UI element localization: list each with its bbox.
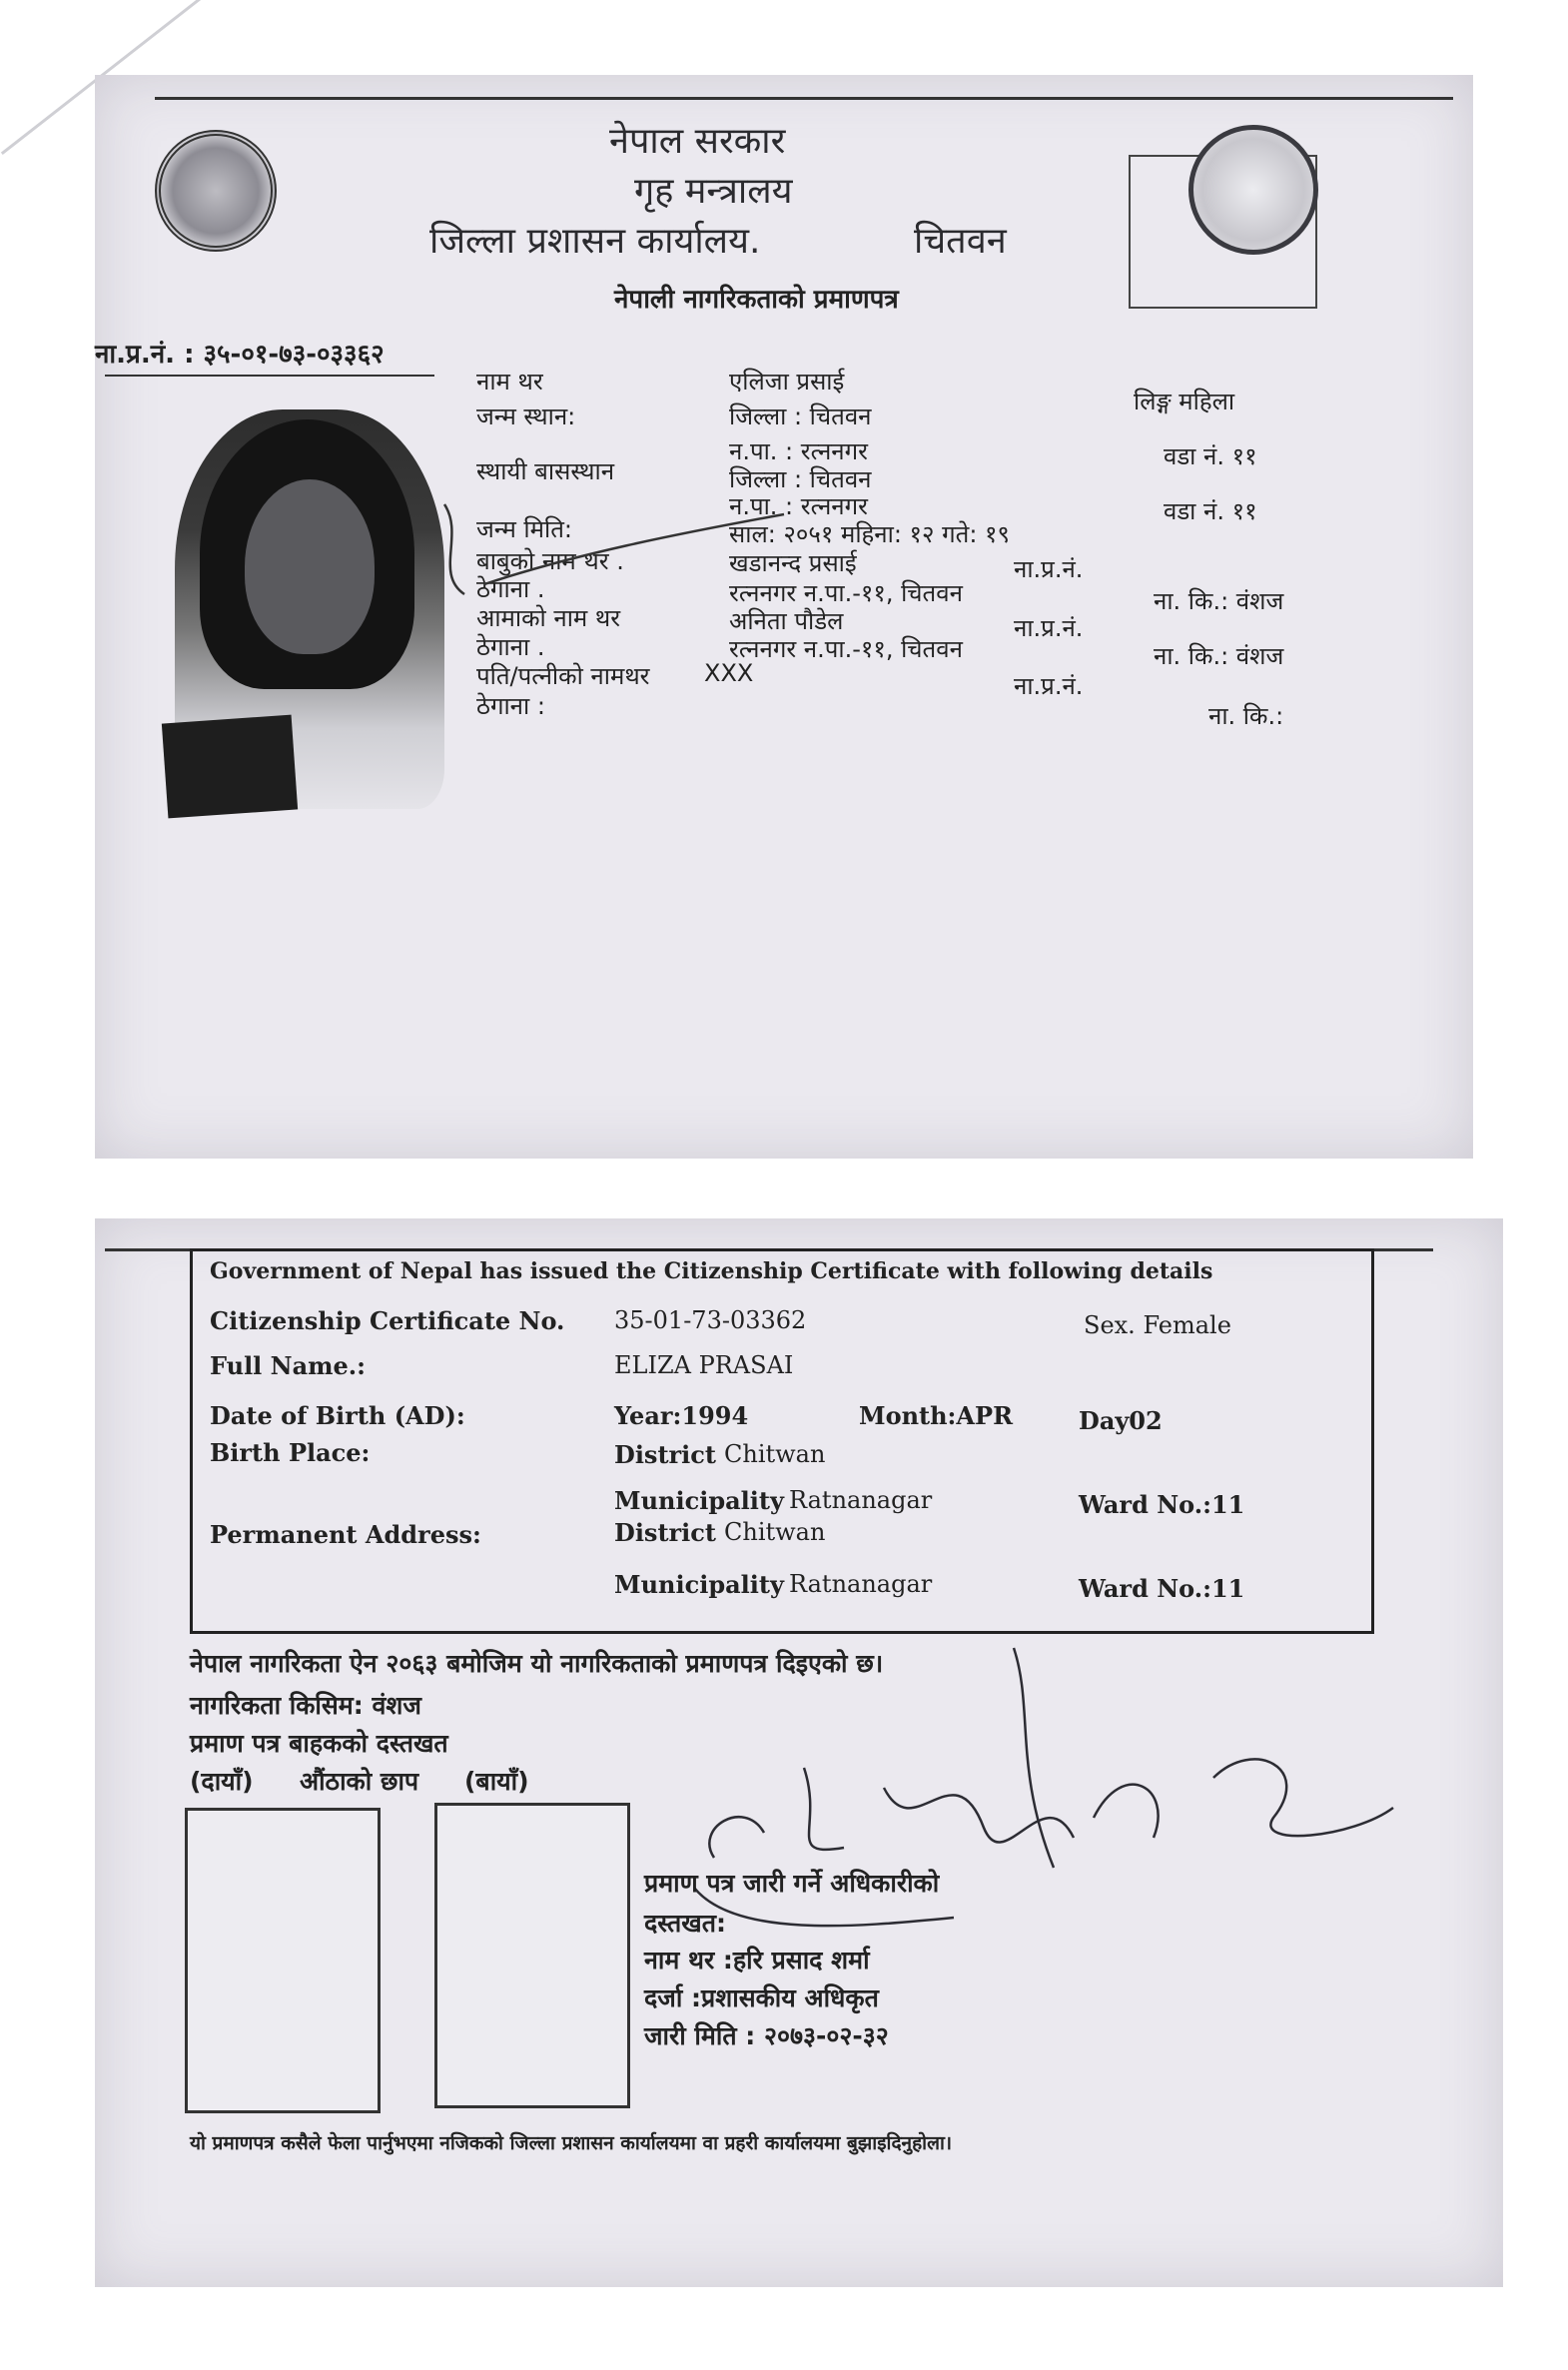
label-mother: आमाको नाम थर [476, 604, 621, 632]
act-statement: नेपाल नागरिकता ऐन २०६३ बमोजिम यो नागरिकताको प्रमाणपत्र दिइएको छ। [190, 1649, 884, 1678]
value-dob: साल: २०५१ महिना: १२ गते: १९ [729, 520, 1010, 548]
nepal-emblem-icon [155, 130, 277, 252]
value-perm-district: जिल्ला : चितवन [729, 465, 872, 493]
front-signature-strokes [424, 494, 804, 644]
officer-name: नाम थर :हरि प्रसाद शर्मा [644, 1946, 870, 1975]
thumb-print-label: औंठाको छाप [300, 1767, 419, 1796]
label-mother-address: ठेगाना . [476, 633, 545, 661]
value-father: खडानन्द प्रसाई [729, 549, 857, 577]
value-spouse-cert: ना.प्र.नं. [1014, 672, 1084, 700]
label-spouse: पति/पत्नीको नामथर [476, 662, 650, 690]
value-dob-month: Month:APR [859, 1401, 1014, 1430]
value-bp-ward: Ward No.:11 [1079, 1490, 1245, 1519]
officer-title-line2: दस्तखत: [644, 1909, 726, 1938]
right-thumbprint-box [185, 1808, 381, 2113]
label-full-name: Full Name.: [210, 1351, 367, 1380]
value-dob-year: Year:1994 [614, 1401, 749, 1430]
return-instruction-footer: यो प्रमाणपत्र कसैले फेला पार्नुभएमा नजिकको जिल्ला प्रशासन कार्यालयमा वा प्रहरी कार्यालयमा बुझाइदिनुहोला। [190, 2132, 953, 2154]
thumb-right-label: (दायाँ) [190, 1767, 254, 1796]
value-birth-district: जिल्ला : चितवन [729, 402, 872, 430]
label-pa-district: District [614, 1518, 716, 1547]
officer-title-line1: प्रमाण पत्र जारी गर्ने अधिकारीको [644, 1869, 940, 1898]
value-sex: Sex. Female [1084, 1311, 1231, 1339]
label-father: बाबुको नाम थर . [476, 547, 624, 575]
label-pa-municipality: Municipality [614, 1570, 784, 1599]
value-spouse-kind: ना. कि.: [1208, 702, 1284, 730]
value-pa-ward: Ward No.:11 [1079, 1574, 1245, 1603]
certificate-back [95, 1218, 1503, 2287]
officer-rank: दर्जा :प्रशासकीय अधिकृत [644, 1983, 879, 2012]
value-dob-day: Day02 [1079, 1406, 1163, 1435]
english-intro: Government of Nepal has issued the Citizenship Certificate with following details [210, 1258, 1213, 1284]
label-spouse-address: ठेगाना : [476, 692, 545, 720]
value-gender: लिङ्ग महिला [1134, 388, 1235, 415]
value-mother-kind: ना. कि.: वंशज [1154, 642, 1284, 670]
label-birthplace: जन्म स्थान: [476, 402, 576, 430]
label-birth-place: Birth Place: [210, 1438, 371, 1467]
label-dob: जन्म मिति: [476, 515, 572, 543]
value-bp-district: Chitwan [724, 1440, 826, 1468]
photo-face [245, 479, 375, 654]
value-pa-municipality: Ratnanagar [789, 1570, 933, 1598]
front-cert-number: ना.प्र.नं. : ३५-०१-७३-०३३६२ [95, 340, 385, 370]
top-border-line [155, 97, 1453, 100]
value-father-kind: ना. कि.: वंशज [1154, 587, 1284, 615]
holder-signature-label: प्रमाण पत्र बाहकको दस्तखत [190, 1729, 448, 1758]
value-perm-municipality: न.पा. : रत्ननगर [729, 492, 868, 520]
value-birth-municipality: न.पा. : रत्ननगर [729, 437, 868, 465]
label-permanent: Permanent Address: [210, 1520, 481, 1549]
value-full-name: ELIZA PRASAI [614, 1351, 794, 1379]
value-father-address: रत्ननगर न.पा.-११, चितवन [729, 579, 963, 607]
value-mother: अनिता पौडेल [729, 607, 844, 635]
label-father-address: ठेगाना . [476, 575, 545, 603]
value-bp-municipality: Ratnanagar [789, 1486, 933, 1514]
officer-signature [654, 1628, 1413, 1958]
left-thumbprint-box [434, 1803, 630, 2108]
value-name: एलिजा प्रसाई [729, 368, 845, 395]
label-cert-no: Citizenship Certificate No. [210, 1306, 565, 1335]
office-seal-icon [1188, 125, 1318, 255]
cert-number-underline [105, 375, 434, 377]
issue-date: जारी मिति : २०७३-०२-३२ [644, 2021, 889, 2050]
value-mother-address: रत्ननगर न.पा.-११, चितवन [729, 635, 963, 663]
citizenship-type: नागरिकता किसिम: वंशज [190, 1691, 421, 1720]
label-dob-ad: Date of Birth (AD): [210, 1401, 465, 1430]
label-name: नाम थर [476, 368, 543, 395]
photo-corner-tag [162, 715, 298, 819]
value-spouse: XXX [704, 659, 754, 687]
value-cert-no: 35-01-73-03362 [614, 1306, 807, 1334]
value-mother-cert: ना.प्र.नं. [1014, 614, 1084, 642]
header-district: चितवन [914, 221, 1007, 262]
header-certificate-title: नेपाली नागरिकताको प्रमाणपत्र [614, 285, 899, 315]
value-pa-district: Chitwan [724, 1518, 826, 1546]
label-bp-district: District [614, 1440, 716, 1469]
value-father-cert: ना.प्र.नं. [1014, 555, 1084, 583]
header-office: जिल्ला प्रशासन कार्यालय. [429, 221, 761, 262]
header-ministry: गृह मन्त्रालय [634, 171, 793, 212]
value-perm-ward: वडा नं. ११ [1164, 497, 1257, 525]
label-bp-municipality: Municipality [614, 1486, 784, 1515]
header-government: नेपाल सरकार [609, 121, 786, 162]
label-permanent-address: स्थायी बासस्थान [476, 457, 615, 485]
thumb-left-label: (बायाँ) [464, 1767, 529, 1796]
value-birth-ward: वडा नं. ११ [1164, 442, 1257, 470]
certificate-front [95, 75, 1473, 1159]
